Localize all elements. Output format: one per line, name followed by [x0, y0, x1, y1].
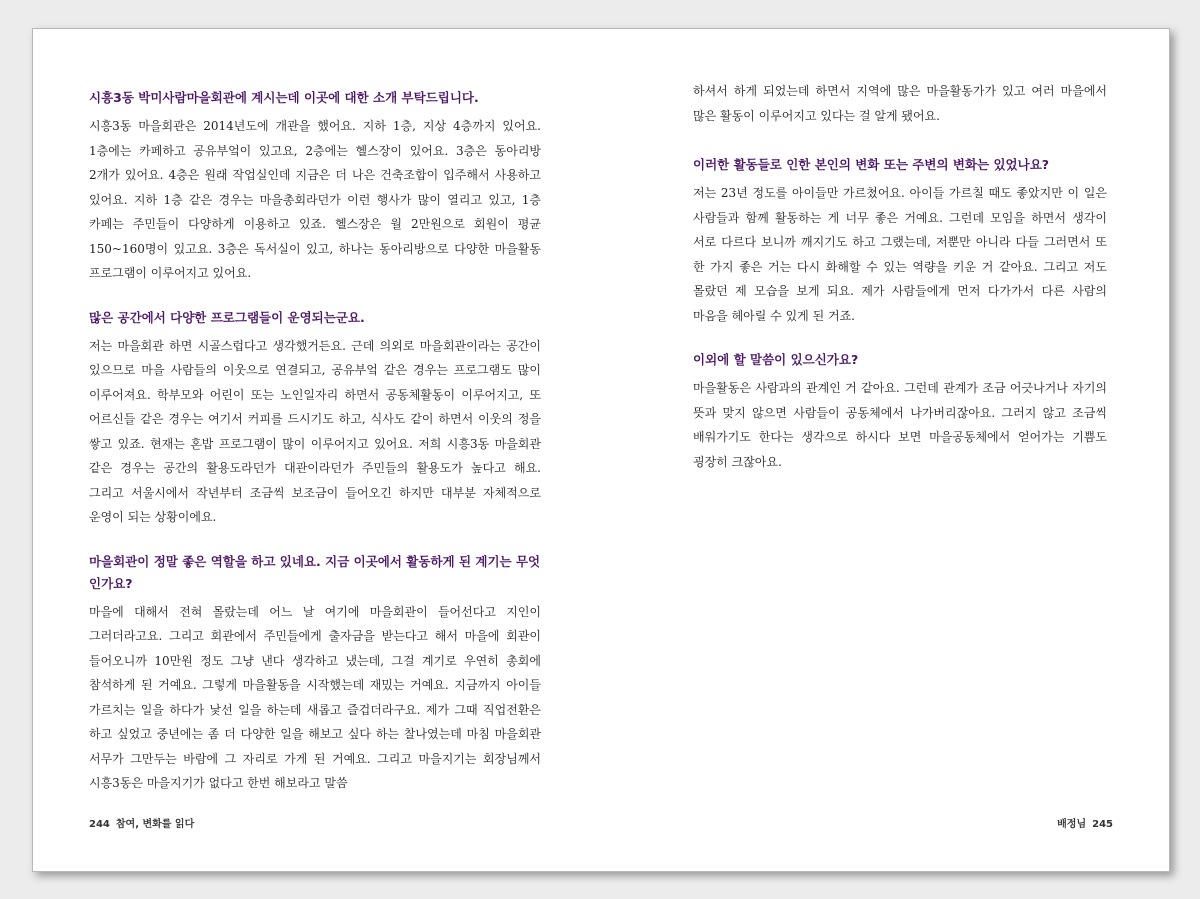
- running-title: 배정님: [1057, 819, 1087, 830]
- interview-answer: 마을에 대해서 전혀 몰랐는데 어느 날 여기에 마을회관이 들어선다고 지인이 그러더라고요. 그리고 회관에서 주민들에게 출자금을 받는다고 해서 마을에 회관이 들어오니까 10만원 정도 그냥 낸다 생각하고 냈는데, 그걸 계기로 우연히 총회에 참석하게 된 거예요. 그렇게 마을활동을 시작했는데 재밌는 거예요. 지금까지 아이들 가르치는 일을 하다가 낯선 일을 하는데 새롭고 즐겁더라구요. 제가 그때 직업전환은 하고 싶었고 중년에는 좀 더 다양한 일을 해보고 싶다 하는 찰나였는데 마침 마을회관 서무가 그만두는 바람에 그 자리로 가게 된 거예요. 그리고 마을지기는 회장님께서 시흥3동은 마을지기가 없다고 한번 해보라고 말씀: [89, 604, 541, 790]
- interview-question: 많은 공간에서 다양한 프로그램들이 운영되는군요.: [89, 309, 365, 325]
- qa-section: [89, 307, 541, 530]
- continued-answer-block: [693, 79, 1107, 128]
- interview-answer: 저는 마을회관 하면 시골스럽다고 생각했거든요. 근데 의외로 마을회관이라는 공간이 있으므로 마을 사람들의 이웃으로 연결되고, 공유부엌 같은 경우는 프로그램도 많이 이루어져요. 학부모와 어린이 또는 노인일자리 하면서 공동체활동이 이루어지고, 또 어르신들 같은 경우는 여기서 커피를 드시기도 하고, 식사도 같이 하면서 이웃의 정을 쌓고 있죠. 현재는 혼밥 프로그램이 많이 이루어지고 있어요. 저희 시흥3동 마을회관 같은 경우는 공간의 활용도라던가 대관이라던가 주민들의 활용도가 높다고 해요. 그리고 서울시에서 작년부터 조금씩 보조금이 들어오긴 하지만 대부분 자체적으로 운영이 되는 상황이에요.: [89, 338, 541, 524]
- interview-answer: 마을활동은 사람과의 관계인 거 같아요. 그런데 관계가 조금 어긋나거나 자기의 뜻과 맞지 않으면 사람들이 공동체에서 나가버리잖아요. 그러지 않고 조금씩 배워가기도 한다는 생각으로 하시다 보면 마을공동체에서 얻어가는 기쁨도 굉장히 크잖아요.: [693, 381, 1107, 469]
- interview-answer: 시흥3동 마을회관은 2014년도에 개관을 했어요. 지하 1층, 지상 4층까지 있어요. 1층에는 카페하고 공유부엌이 있고요, 2층에는 헬스장이 있어요. 3층은 동아리방 2개가 있어요. 4층은 원래 작업실인데 지금은 더 나은 건축조합이 입주해서 사용하고 있어요. 지하 1층 같은 경우는 마을총회라던가 이런 행사가 많이 열리고 있고, 1층 카페는 주민들이 다양하게 이용하고 있죠. 헬스장은 월 2만원으로 회원이 평균 150~160명이 있고요. 3층은 독서실이 있고, 하나는 동아리방으로 다양한 마을활동 프로그램이 이루어지고 있어요.: [89, 119, 541, 280]
- qa-section: [89, 551, 541, 796]
- left-page-content: [89, 87, 541, 817]
- qa-section: [693, 154, 1107, 328]
- right-page-footer: [1057, 815, 1113, 830]
- interview-question: 시흥3동 박미사람마을회관에 계시는데 이곳에 대한 소개 부탁드립니다.: [89, 90, 479, 105]
- right-page-content: [693, 79, 1107, 495]
- book-spread: [32, 28, 1170, 872]
- qa-section: [89, 87, 541, 286]
- page-number: 244: [89, 819, 110, 830]
- qa-section: [693, 349, 1107, 474]
- interview-answer: 저는 23년 정도를 아이들만 가르쳤어요. 아이들 가르칠 때도 좋았지만 이 일은 사람들과 함께 활동하는 게 너무 좋은 거예요. 그런데 모임을 하면서 생각이 서로 다르다 보니까 깨지기도 하고 그랬는데, 저뿐만 아니라 다들 그러면서 또 한 가지 좋은 거는 다시 화해할 수 있는 역량을 키운 거 같아요. 그리고 저도 몰랐던 제 모습을 보게 되요. 제가 사람들에게 먼저 다가가서 다른 사람의 마음을 헤아릴 수 있게 된 거죠.: [693, 186, 1107, 323]
- running-title: 참여, 변화를 읽다: [115, 819, 195, 830]
- continued-answer: 하셔서 하게 되었는데 하면서 지역에 많은 마을활동가가 있고 여러 마을에서 많은 활동이 이루어지고 있다는 걸 알게 됐어요.: [693, 84, 1107, 123]
- interview-question: 마을회관이 정말 좋은 역할을 하고 있네요. 지금 이곳에서 활동하게 된 계기는 무엇인가요?: [89, 553, 541, 591]
- page-number: 245: [1092, 819, 1113, 830]
- interview-question: 이러한 활동들로 인한 본인의 변화 또는 주변의 변화는 있었나요?: [693, 157, 1050, 172]
- interview-question: 이외에 할 말씀이 있으신가요?: [693, 352, 859, 367]
- left-page-footer: [89, 815, 194, 830]
